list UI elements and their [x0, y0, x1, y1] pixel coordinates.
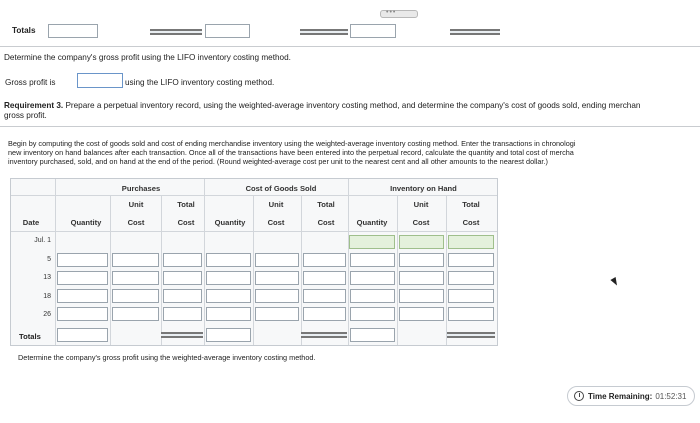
p-total-label: Total — [177, 200, 195, 209]
cell-input[interactable] — [112, 253, 159, 267]
cell-input[interactable] — [255, 307, 299, 321]
cell-input[interactable] — [112, 271, 159, 285]
p-unit-label: Unit — [128, 200, 144, 209]
jul1-onhand-qty[interactable] — [349, 235, 395, 249]
time-remaining-value: 01:52:31 — [655, 391, 687, 401]
gross-profit-suffix: using the LIFO inventory costing method. — [125, 78, 275, 87]
col-p-total: Cost — [177, 218, 195, 227]
weighted-question: Determine the company's gross profit using the weighted-average inventory costing method. — [18, 353, 316, 362]
cell-input[interactable] — [206, 307, 251, 321]
purchases-header: Purchases — [121, 184, 161, 193]
col-p-qty: Quantity — [70, 218, 102, 227]
cell-input[interactable] — [57, 271, 108, 285]
cell-input[interactable] — [163, 307, 202, 321]
cell-input[interactable] — [163, 271, 202, 285]
requirement-body: Prepare a perpetual inventory record, using the weighted-average inventory costing method, and determine the company's cost of goods sold, ending merchan — [65, 101, 641, 110]
col-h-cost: Cost — [412, 218, 430, 227]
grid-line — [55, 179, 56, 345]
instructions-line-2: new inventory on hand balances after each transaction. Once all of the transactions have been entered into the perpetual record, calculate the quantity and total cost of mercha — [8, 148, 574, 157]
grid-line — [110, 195, 111, 345]
cell-input[interactable] — [163, 289, 202, 303]
lifo-total-onhand-cost[interactable] — [450, 29, 500, 35]
cell-input[interactable] — [255, 289, 299, 303]
cell-input[interactable] — [57, 253, 108, 267]
cell-input[interactable] — [448, 289, 494, 303]
cell-input[interactable] — [163, 253, 202, 267]
lifo-total-cogs-qty[interactable] — [205, 24, 250, 38]
totals-label: Totals — [12, 26, 36, 35]
c-total-label: Total — [317, 200, 335, 209]
col-c-cost: Cost — [267, 218, 285, 227]
col-h-qty: Quantity — [356, 218, 388, 227]
col-date: Date — [22, 218, 40, 227]
cell-input[interactable] — [399, 271, 444, 285]
time-remaining-label: Time Remaining: — [588, 391, 653, 401]
divider — [0, 46, 700, 47]
jul1-onhand-total[interactable] — [448, 235, 494, 249]
grid-line — [348, 179, 349, 345]
col-c-qty: Quantity — [214, 218, 246, 227]
date-13: 13 — [43, 274, 51, 281]
lifo-gross-profit-input[interactable] — [77, 73, 123, 88]
c-unit-label: Unit — [268, 200, 284, 209]
gross-profit-label: Gross profit is — [5, 78, 56, 87]
lifo-question: Determine the company's gross profit using the LIFO inventory costing method. — [4, 53, 291, 62]
cell-input[interactable] — [206, 253, 251, 267]
jul1-onhand-cost[interactable] — [399, 235, 444, 249]
grid-line — [253, 195, 254, 345]
grid-line — [397, 195, 398, 345]
total-purchases-qty[interactable] — [57, 328, 108, 342]
cell-input[interactable] — [448, 307, 494, 321]
clock-icon — [574, 391, 584, 401]
lifo-total-purchases-cost[interactable] — [150, 29, 202, 35]
date-jul-1: Jul. 1 — [34, 237, 51, 244]
cell-input[interactable] — [448, 271, 494, 285]
date-26: 26 — [43, 311, 51, 318]
mouse-cursor-icon — [610, 277, 619, 287]
requirement-body-line2: gross profit. — [4, 111, 47, 120]
divider — [0, 126, 700, 127]
on-hand-header: Inventory on Hand — [390, 184, 457, 193]
cell-input[interactable] — [255, 253, 299, 267]
lifo-total-onhand-qty[interactable] — [350, 24, 396, 38]
requirement-3-text — [4, 101, 640, 110]
col-p-cost: Cost — [127, 218, 145, 227]
instructions-line-1: Begin by computing the cost of goods sold and cost of ending merchandise inventory using the weighted-average inventory costing method. Enter the transactions in chronologi — [8, 139, 576, 148]
total-onhand-qty[interactable] — [350, 328, 395, 342]
cell-input[interactable] — [399, 253, 444, 267]
date-18: 18 — [43, 293, 51, 300]
grid-line — [161, 195, 162, 345]
cell-input[interactable] — [303, 253, 346, 267]
lifo-totals-row — [0, 20, 520, 46]
cell-input[interactable] — [303, 289, 346, 303]
col-h-total: Cost — [462, 218, 480, 227]
date-5: 5 — [47, 256, 51, 263]
cell-input[interactable] — [112, 289, 159, 303]
cell-input[interactable] — [399, 289, 444, 303]
cell-input[interactable] — [57, 307, 108, 321]
col-c-total: Cost — [317, 218, 335, 227]
total-purchases-cost[interactable] — [161, 332, 203, 338]
total-cogs-qty[interactable] — [206, 328, 251, 342]
cell-input[interactable] — [303, 271, 346, 285]
cell-input[interactable] — [57, 289, 108, 303]
cell-input[interactable] — [448, 253, 494, 267]
cell-input[interactable] — [350, 271, 395, 285]
cell-input[interactable] — [206, 289, 251, 303]
cell-input[interactable] — [112, 307, 159, 321]
grid-line — [11, 195, 497, 196]
lifo-total-cogs-cost[interactable] — [300, 29, 348, 35]
more-options-toggle[interactable]: ••• — [380, 10, 418, 18]
requirement-title: Requirement 3. — [4, 101, 64, 110]
lifo-total-purchases-qty[interactable] — [48, 24, 98, 38]
total-onhand-cost[interactable] — [447, 332, 495, 338]
cell-input[interactable] — [350, 253, 395, 267]
time-remaining-badge — [567, 386, 695, 406]
instructions-line-3: inventory purchased, sold, and on hand at the end of the period. (Round weighted-average cost per unit to the nearest cent and all other amounts to the nearest dollar.) — [8, 157, 548, 166]
cell-input[interactable] — [303, 307, 346, 321]
cell-input[interactable] — [399, 307, 444, 321]
h-total-label: Total — [462, 200, 480, 209]
cell-input[interactable] — [255, 271, 299, 285]
grid-line — [204, 179, 205, 345]
grid-line — [11, 231, 497, 232]
h-unit-label: Unit — [413, 200, 429, 209]
table-totals-label: Totals — [19, 332, 41, 341]
cogs-header: Cost of Goods Sold — [245, 184, 317, 193]
grid-line — [446, 195, 447, 345]
cell-input[interactable] — [206, 271, 251, 285]
cell-input[interactable] — [350, 289, 395, 303]
total-cogs-cost[interactable] — [301, 332, 347, 338]
perpetual-inventory-table — [10, 178, 498, 346]
grid-line — [301, 195, 302, 345]
cell-input[interactable] — [350, 307, 395, 321]
